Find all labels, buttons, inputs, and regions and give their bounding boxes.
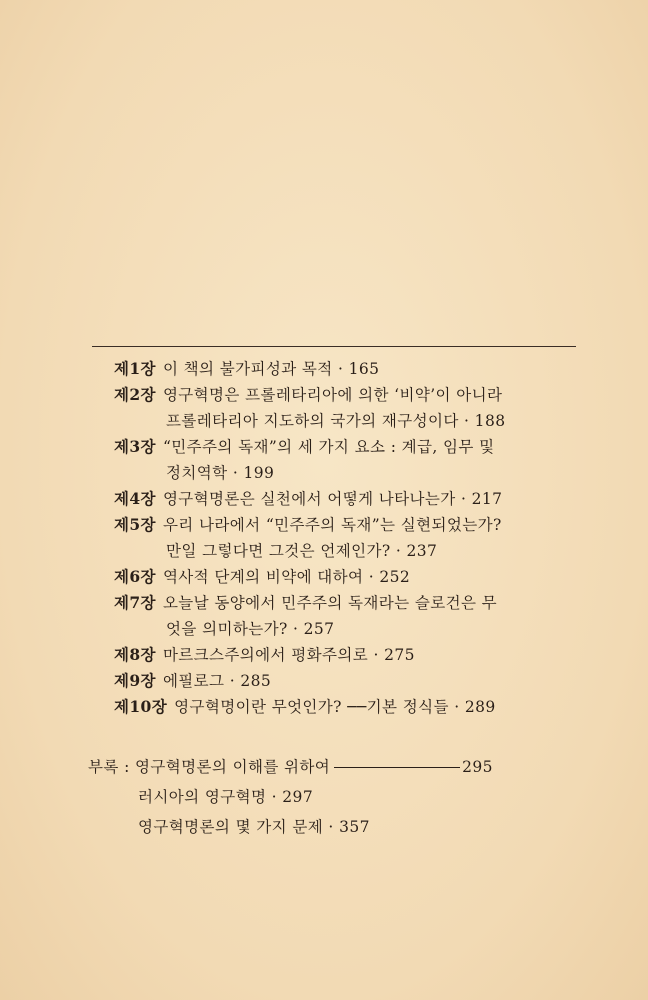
toc-entry-5 bbox=[114, 512, 584, 564]
chapter-title-continued: 정치역학 · 199 bbox=[166, 464, 275, 482]
toc-entry-8 bbox=[114, 642, 584, 668]
toc-entry-3 bbox=[114, 434, 584, 486]
toc-entry-4 bbox=[114, 486, 584, 512]
chapter-title: 에필로그 · 285 bbox=[162, 672, 272, 690]
toc-entry-9 bbox=[114, 668, 584, 694]
chapter-title-continued: 만일 그렇다면 그것은 언제인가? · 237 bbox=[166, 542, 438, 560]
chapter-number: 제2장 bbox=[114, 385, 156, 404]
toc-entry-10 bbox=[114, 694, 584, 720]
chapter-number: 제5장 bbox=[114, 515, 156, 534]
appendix-item: 영구혁명론의 몇 가지 문제 · 357 bbox=[138, 818, 370, 836]
chapter-number: 제9장 bbox=[114, 671, 156, 690]
chapter-title: 영구혁명론은 실천에서 어떻게 나타나는가 · 217 bbox=[162, 490, 503, 508]
chapter-title-continued: 엇을 의미하는가? · 257 bbox=[166, 620, 335, 638]
toc-entry-6 bbox=[114, 564, 584, 590]
chapter-number: 제1장 bbox=[114, 359, 156, 378]
appendix-page-number: 295 bbox=[462, 758, 493, 776]
appendix-title: 부록 : 영구혁명론의 이해를 위하여 bbox=[88, 758, 331, 776]
chapter-title: 영구혁명이란 무엇인가? ──기본 정식들 · 289 bbox=[174, 698, 496, 716]
chapter-title: 우리 나라에서 “민주주의 독재”는 실현되었는가? bbox=[162, 516, 502, 534]
appendix-item: 러시아의 영구혁명 · 297 bbox=[138, 788, 314, 806]
chapter-title: 이 책의 불가피성과 목적 · 165 bbox=[162, 360, 380, 378]
table-of-contents bbox=[114, 356, 584, 720]
toc-entry-1 bbox=[114, 356, 584, 382]
toc-entry-2 bbox=[114, 382, 584, 434]
chapter-number: 제6장 bbox=[114, 567, 156, 586]
leader-line bbox=[334, 767, 460, 768]
chapter-title-continued: 프롤레타리아 지도하의 국가의 재구성이다 · 188 bbox=[166, 412, 506, 430]
chapter-title: “민주주의 독재”의 세 가지 요소 : 계급, 임무 및 bbox=[162, 438, 495, 456]
chapter-title: 마르크스주의에서 평화주의로 · 275 bbox=[162, 646, 415, 664]
chapter-title: 오늘날 동양에서 민주주의 독재라는 슬로건은 무 bbox=[162, 594, 498, 612]
chapter-title: 영구혁명은 프롤레타리아에 의한 ‘비약’이 아니라 bbox=[162, 386, 503, 404]
chapter-title: 역사적 단계의 비약에 대하여 · 252 bbox=[162, 568, 411, 586]
appendix-section bbox=[88, 752, 588, 842]
chapter-number: 제8장 bbox=[114, 645, 156, 664]
top-rule bbox=[92, 346, 576, 347]
chapter-number: 제10장 bbox=[114, 697, 168, 716]
chapter-number: 제4장 bbox=[114, 489, 156, 508]
chapter-number: 제7장 bbox=[114, 593, 156, 612]
chapter-number: 제3장 bbox=[114, 437, 156, 456]
toc-entry-7 bbox=[114, 590, 584, 642]
